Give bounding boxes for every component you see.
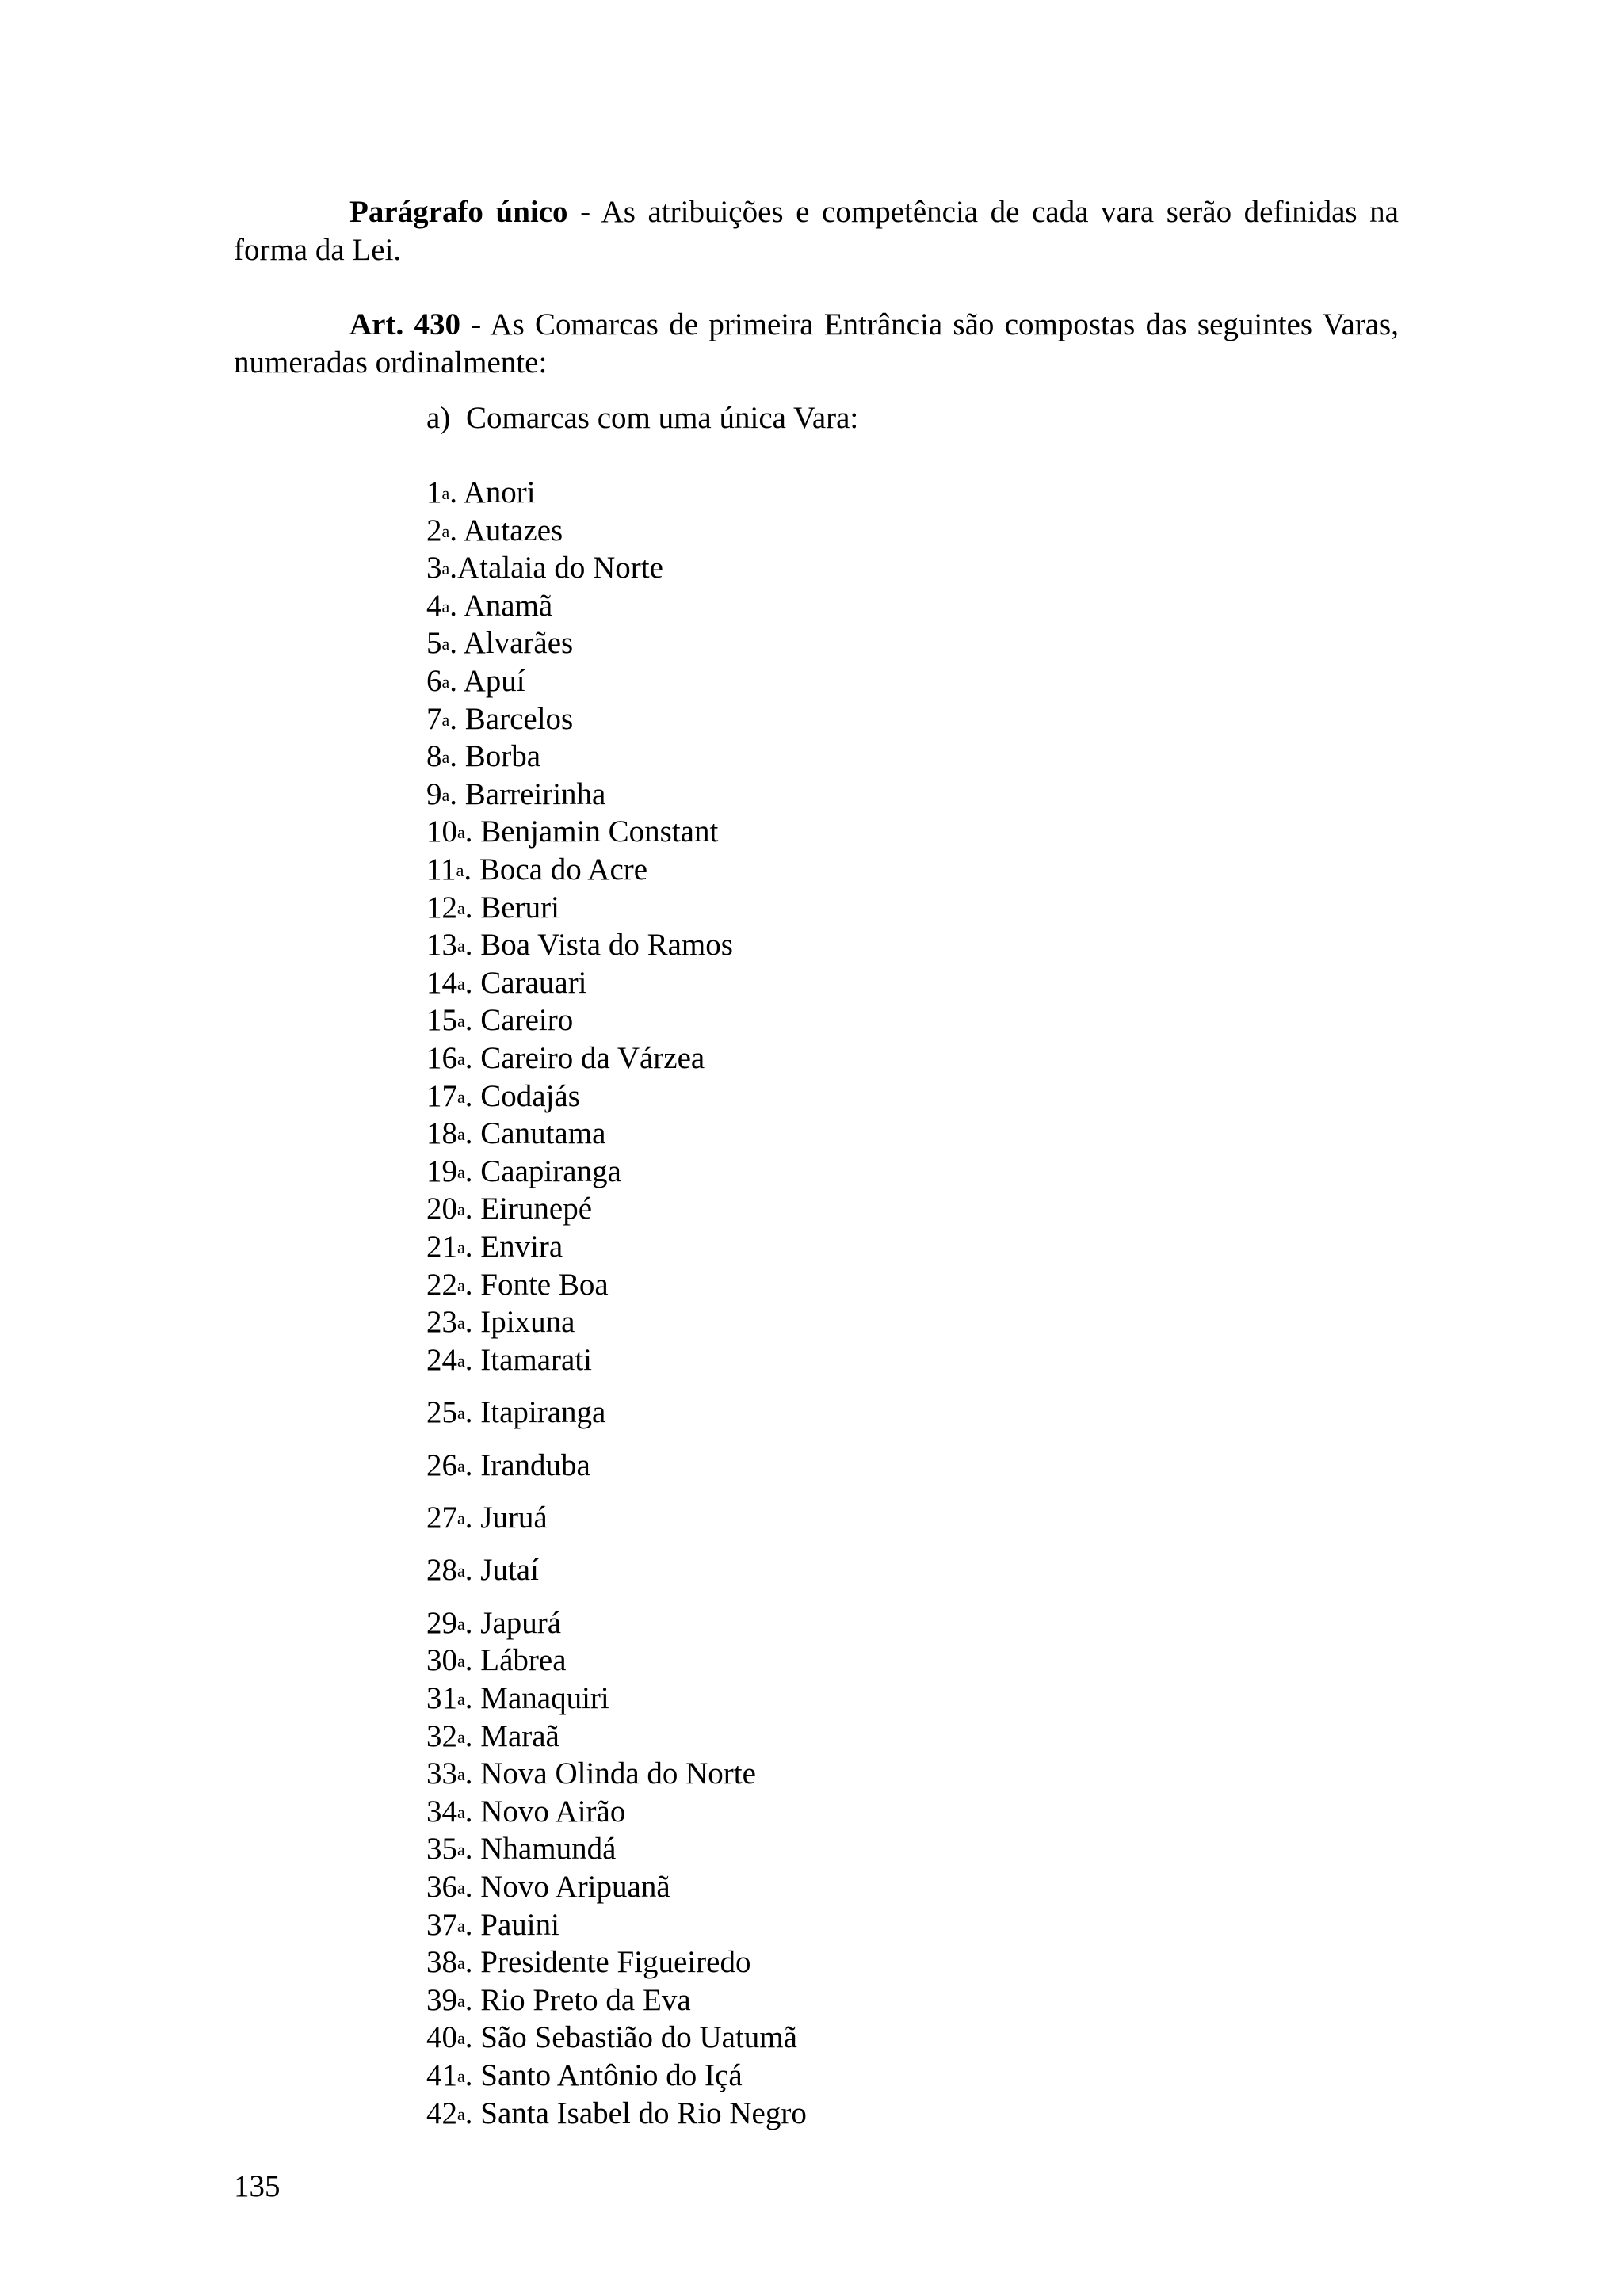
list-item [426,624,573,662]
ordinal-suffix: a [456,860,464,880]
ordinal-separator: . [464,2058,481,2092]
list-item [426,1499,548,1537]
comarca-name: Barcelos [464,701,574,736]
list-item [426,2095,807,2133]
ordinal-number: 22 [426,1267,457,1302]
ordinal-number: 17 [426,1078,457,1113]
subsection-heading [426,399,858,437]
ordinal-number: 32 [426,1718,457,1753]
ordinal-suffix: a [441,596,450,616]
article-430-lead: Art. 430 [349,307,460,341]
list-item [426,1115,605,1153]
list-item [426,1447,590,1485]
ordinal-suffix: a [457,1403,465,1424]
ordinal-separator: . [449,626,464,661]
comarca-name: Novo Aripuanã [480,1870,670,1904]
ordinal-separator: . [464,1643,481,1678]
ordinal-number: 26 [426,1447,457,1482]
paragrafo-unico-lead: Parágrafo único [349,195,568,229]
ordinal-separator: . [464,814,481,849]
ordinal-separator: . [464,1305,481,1340]
comarca-name: Careiro da Várzea [480,1041,705,1075]
ordinal-suffix: a [441,784,450,805]
ordinal-suffix: a [457,1199,465,1220]
ordinal-separator: . [464,928,481,963]
ordinal-number: 12 [426,890,457,925]
ordinal-number: 15 [426,1003,457,1038]
paragrafo-unico [234,193,1399,269]
ordinal-number: 21 [426,1230,457,1264]
ordinal-suffix: a [457,1613,465,1634]
ordinal-suffix: a [457,1086,465,1107]
ordinal-separator: . [449,701,465,736]
ordinal-separator: . [464,1192,481,1226]
ordinal-number: 40 [426,2020,457,2055]
article-430 [234,306,1399,382]
list-item [426,512,563,550]
ordinal-suffix: a [441,634,450,654]
ordinal-suffix: a [441,559,450,579]
comarca-name: Nhamundá [480,1832,617,1867]
comarca-name: Boca do Acre [479,852,648,887]
ordinal-separator: . [464,1116,481,1151]
list-item [426,1868,670,1906]
list-item [426,813,718,851]
ordinal-number: 5 [426,626,442,661]
comarca-name: Caapiranga [480,1154,621,1188]
ordinal-separator: . [464,852,479,887]
ordinal-suffix: a [457,1689,465,1709]
ordinal-number: 31 [426,1681,457,1715]
list-item [426,889,559,927]
list-item [426,1341,592,1379]
ordinal-separator: . [464,890,481,925]
comarca-name: São Sebastião do Uatumã [480,2020,797,2055]
comarca-name: Anori [463,475,536,509]
comarca-name: Carauari [480,965,587,1000]
ordinal-separator: . [449,551,458,585]
ordinal-separator: . [464,1907,481,1942]
comarca-name: Borba [464,739,541,774]
ordinal-separator: . [464,1078,481,1113]
ordinal-separator: . [464,1267,481,1302]
ordinal-suffix: a [457,1238,465,1257]
ordinal-number: 39 [426,1982,457,2017]
comarca-name: Beruri [480,890,559,925]
list-item [426,1830,616,1868]
ordinal-number: 30 [426,1643,457,1678]
ordinal-number: 10 [426,814,457,849]
comarca-name: Santa Isabel do Rio Negro [480,2096,807,2130]
list-item [426,1755,756,1793]
ordinal-separator: . [464,965,481,1000]
list-item [426,1190,592,1228]
ordinal-suffix: a [457,1802,465,1822]
ordinal-separator: . [464,1681,481,1715]
comarca-name: Manaquiri [480,1681,609,1715]
comarca-name: Fonte Boa [480,1267,609,1302]
ordinal-suffix: a [457,936,465,956]
ordinal-number: 20 [426,1192,457,1226]
ordinal-suffix: a [441,483,450,503]
ordinal-number: 25 [426,1395,457,1430]
list-item [426,700,573,738]
comarca-name: Alvarães [463,626,574,661]
list-item [426,1604,561,1642]
list-item [426,926,733,964]
page-number: 135 [234,2169,281,2203]
ordinal-separator: . [449,513,464,547]
ordinal-separator: . [449,664,464,698]
list-item [426,1266,609,1304]
comarca-name: Autazes [463,513,563,547]
ordinal-number: 16 [426,1041,457,1075]
comarca-name: Novo Airão [480,1794,626,1829]
ordinal-number: 14 [426,965,457,1000]
comarca-name: Barreirinha [464,776,606,811]
comarca-name: Itamarati [480,1342,593,1377]
ordinal-separator: . [464,2096,481,2130]
ordinal-separator: . [464,1718,481,1753]
ordinal-number: 7 [426,701,442,736]
ordinal-separator: . [464,1945,481,1980]
list-item [426,2019,797,2057]
ordinal-suffix: a [457,898,465,918]
ordinal-separator: . [464,1395,481,1430]
list-item [426,738,540,776]
list-item [426,1943,750,1981]
comarca-name: Rio Preto da Eva [480,1982,691,2017]
ordinal-separator: . [464,1794,481,1829]
comarca-name: Itapiranga [480,1395,606,1430]
ordinal-suffix: a [457,1124,465,1145]
comarca-name: Nova Olinda do Norte [480,1756,756,1791]
ordinal-number: 23 [426,1305,457,1340]
ordinal-suffix: a [457,1313,465,1333]
ordinal-suffix: a [457,1455,465,1476]
ordinal-suffix: a [457,973,465,994]
list-item [426,851,647,889]
ordinal-number: 36 [426,1870,457,1904]
ordinal-suffix: a [441,672,450,692]
ordinal-suffix: a [457,1990,465,2011]
ordinal-number: 24 [426,1342,457,1377]
ordinal-suffix: a [457,1840,465,1860]
comarca-name: Canutama [480,1116,606,1151]
ordinal-suffix: a [457,1161,465,1182]
list-item [426,1642,567,1680]
ordinal-suffix: a [457,1011,465,1032]
comarca-name: Eirunepé [480,1192,593,1226]
comarca-name: Boa Vista do Ramos [480,928,733,963]
paragrafo-unico-text: - As atribuições e competência de cada vara serão definidas na forma da Lei. [234,195,1399,267]
list-item [426,662,525,700]
ordinal-separator: . [464,1832,481,1867]
ordinal-suffix: a [457,822,465,843]
ordinal-suffix: a [457,1350,465,1371]
list-item [426,964,587,1002]
ordinal-suffix: a [457,1953,465,1974]
ordinal-separator: . [464,1041,481,1075]
list-item [426,1718,559,1756]
list-item [426,1153,621,1191]
list-item [426,1793,625,1831]
ordinal-suffix: a [441,521,450,541]
list-item [426,2057,743,2095]
comarca-name: Ipixuna [480,1305,575,1340]
ordinal-suffix: a [457,1878,465,1897]
ordinal-suffix: a [457,1726,465,1747]
list-item [426,1077,580,1116]
list-item [426,1001,573,1039]
list-item [426,474,536,512]
ordinal-suffix: a [441,709,450,730]
comarca-name: Codajás [480,1078,580,1113]
comarca-name: Juruá [480,1501,548,1535]
ordinal-separator: . [449,588,464,623]
list-item [426,1906,559,1944]
ordinal-separator: . [464,1230,481,1264]
comarca-name: Lábrea [480,1643,567,1678]
ordinal-suffix: a [457,2103,465,2124]
list-item [426,1303,575,1341]
ordinal-suffix: a [457,1275,465,1295]
ordinal-number: 29 [426,1605,457,1640]
ordinal-suffix: a [441,747,450,768]
comarca-name: Anamã [463,588,553,623]
comarca-name: Japurá [480,1605,562,1640]
ordinal-number: 6 [426,664,442,698]
ordinal-number: 34 [426,1794,457,1829]
list-item [426,776,605,814]
ordinal-number: 3 [426,551,442,585]
ordinal-separator: . [464,1553,481,1588]
ordinal-number: 9 [426,776,442,811]
ordinal-suffix: a [457,2028,465,2049]
comarca-name: Maraã [480,1718,559,1753]
ordinal-number: 4 [426,588,442,623]
list-item [426,1394,605,1432]
comarca-name: Atalaia do Norte [457,551,663,585]
comarca-name: Benjamin Constant [480,814,719,849]
ordinal-number: 37 [426,1907,457,1942]
ordinal-separator: . [464,1870,481,1904]
ordinal-number: 11 [426,852,456,887]
ordinal-separator: . [464,1447,481,1482]
list-item [426,587,552,625]
ordinal-suffix: a [457,1764,465,1785]
list-item [426,1039,705,1077]
comarca-name: Iranduba [480,1447,590,1482]
ordinal-number: 13 [426,928,457,963]
ordinal-number: 35 [426,1832,457,1867]
comarca-name: Apuí [463,664,525,698]
list-item [426,549,663,587]
ordinal-suffix: a [457,2066,465,2086]
ordinal-number: 42 [426,2096,457,2130]
ordinal-suffix: a [457,1508,465,1528]
list-item [426,1981,691,2019]
comarca-name: Careiro [480,1003,574,1038]
subsection-marker: a) [426,401,451,435]
ordinal-suffix: a [457,1915,465,1936]
ordinal-separator: . [464,1154,481,1188]
ordinal-separator: . [464,2020,481,2055]
ordinal-number: 41 [426,2058,457,2092]
ordinal-separator: . [464,1756,481,1791]
ordinal-separator: . [464,1982,481,2017]
ordinal-number: 8 [426,739,442,774]
ordinal-separator: . [464,1501,481,1535]
ordinal-number: 28 [426,1553,457,1588]
ordinal-suffix: a [457,1561,465,1581]
subsection-label: Comarcas com uma única Vara: [466,401,859,435]
ordinal-separator: . [464,1342,481,1377]
ordinal-number: 33 [426,1756,457,1791]
list-item [426,1680,609,1718]
comarca-name: Envira [480,1230,563,1264]
ordinal-number: 27 [426,1501,457,1535]
comarca-name: Pauini [480,1907,559,1942]
ordinal-separator: . [449,739,465,774]
ordinal-separator: . [464,1003,481,1038]
ordinal-number: 38 [426,1945,457,1980]
comarca-name: Jutaí [480,1553,539,1588]
article-430-text: - As Comarcas de primeira Entrância são compostas das seguintes Varas, numeradas ordinalmente: [234,307,1399,379]
list-item [426,1551,539,1589]
ordinal-number: 2 [426,513,442,547]
ordinal-number: 19 [426,1154,457,1188]
list-item [426,1228,563,1266]
comarca-name: Presidente Figueiredo [480,1945,751,1980]
ordinal-number: 1 [426,475,442,509]
ordinal-separator: . [464,1605,481,1640]
ordinal-separator: . [449,475,464,509]
ordinal-suffix: a [457,1651,465,1672]
ordinal-number: 18 [426,1116,457,1151]
comarca-name: Santo Antônio do Içá [480,2058,743,2092]
ordinal-separator: . [449,776,465,811]
ordinal-suffix: a [457,1049,465,1069]
